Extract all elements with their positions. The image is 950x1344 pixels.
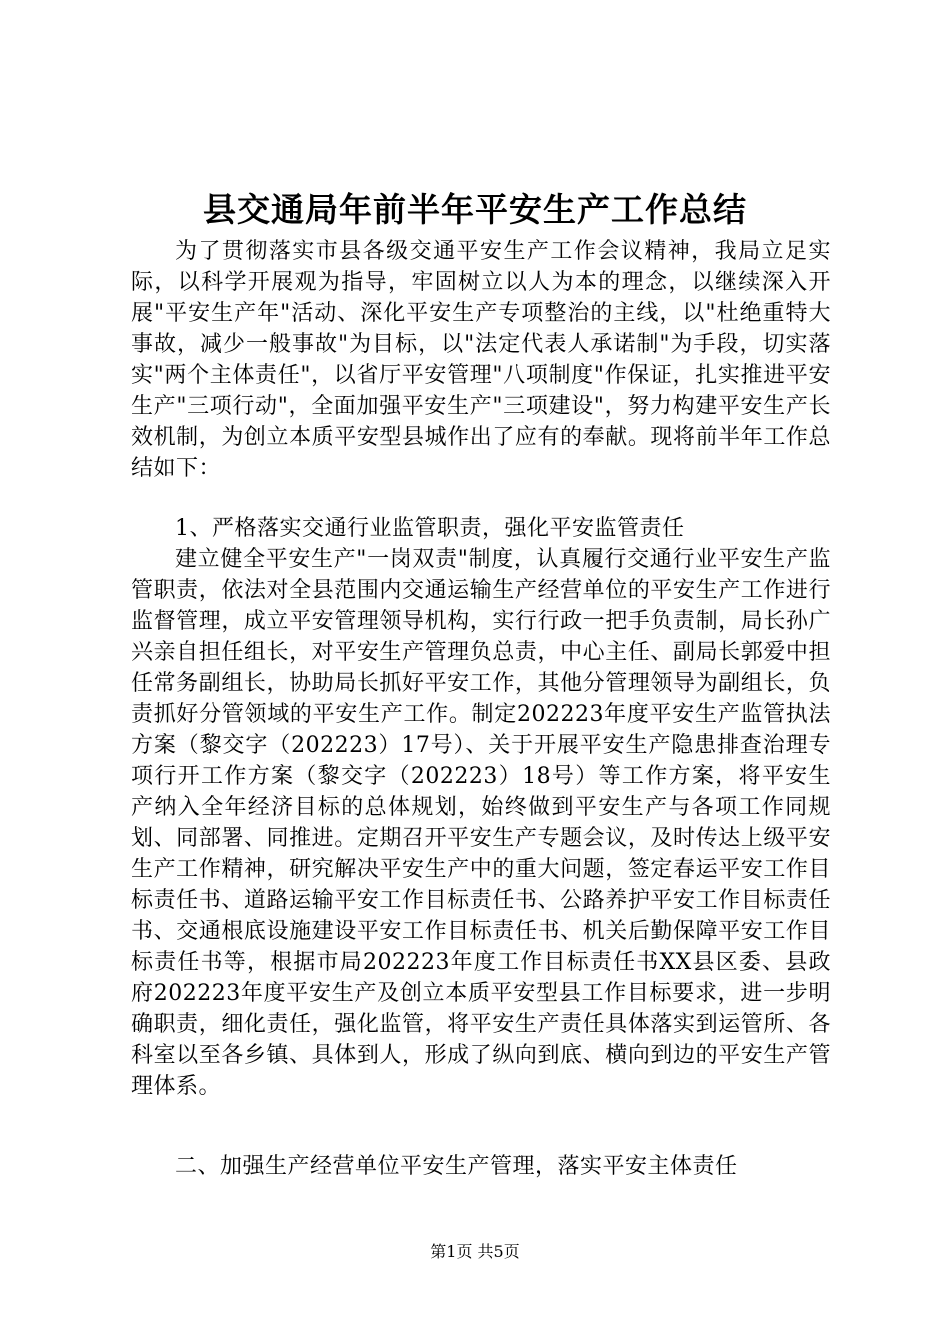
section-1-body: 建立健全平安生产"一岗双责"制度，认真履行交通行业平安生产监管职责，依法对全县范围内交通运输生产经营单位的平安生产工作进行监督管理，成立平安管理领导机构，实行行政一把手负责制，局长孙广兴亲自担任组长，对平安生产管理负总责，中心主任、副局长郭爱中担任常务副组长，协助局长抓好平安工作，其他分管理领导为副组长，负责抓好分管领域的平安生产工作。制定202223年度平安生产监管执法方案（黎交字（202223）17号）、关于开展平安生产隐患排查治理专项行开工作方案（黎交字（202223）18号）等工作方案，将平安生产纳入全年经济目标的总体规划，始终做到平安生产与各项工作同规划、同部署、同推进。定期召开平安生产专题会议，及时传达上级平安生产工作精神，研究解决平安生产中的重大问题，签定春运平安工作目标责任书、道路运输平安工作目标责任书、公路养护平安工作目标责任书、交通根底设施建设平安工作目标责任书、机关后勤保障平安工作目标责任书等，根据市局202223年度工作目标责任书XX县区委、县政府202223年度平安生产及创立本质平安型县工作目标要求，进一步明确职责，细化责任，强化监管，将平安生产责任具体落实到运管所、各科室以至各乡镇、具体到人，形成了纵向到底、横向到边的平安生产管理体系。 bbox=[131, 547, 831, 1099]
page-number-label: 第1页 共5页 bbox=[430, 1242, 520, 1261]
section-1 bbox=[131, 513, 831, 1102]
document-title: 县交通局年前半年平安生产工作总结 bbox=[203, 190, 747, 229]
section-2 bbox=[131, 1151, 831, 1182]
page-footer bbox=[0, 1241, 950, 1263]
section-2-heading: 二、加强生产经营单位平安生产管理，落实平安主体责任 bbox=[175, 1154, 738, 1179]
intro-paragraph: 为了贯彻落实市县各级交通平安生产工作会议精神，我局立足实际，以科学开展观为指导，牢固树立以人为本的理念，以继续深入开展"平安生产年"活动、深化平安生产专项整治的主线，以"杜绝重特大事故，减少一般事故"为目标，以"法定代表人承诺制"为手段，切实落实"两个主体责任"，以省厅平安管理"八项制度"作保证，扎实推进平安生产"三项行动"，全面加强平安生产"三项建设"，努力构建平安生产长效机制，为创立本质平安型县城作出了应有的奉献。现将前半年工作总结如下： bbox=[131, 239, 831, 481]
section-1-heading: 1、严格落实交通行业监管职责，强化平安监管责任 bbox=[175, 516, 685, 541]
intro-paragraph-block bbox=[131, 236, 831, 484]
